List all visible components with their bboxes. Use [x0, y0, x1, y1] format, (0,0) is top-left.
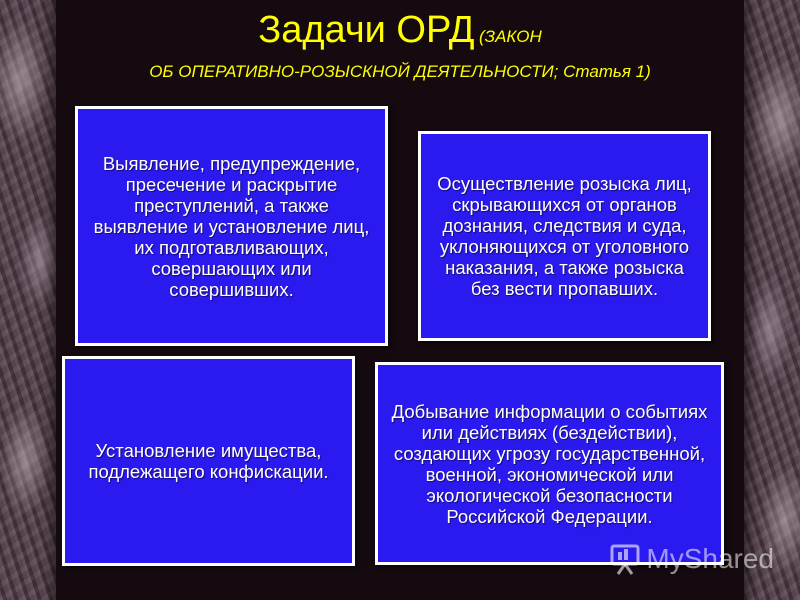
- watermark-text: MyShared: [646, 543, 774, 574]
- law-reference: ОБ ОПЕРАТИВНО-РОЗЫСКНОЙ ДЕЯТЕЛЬНОСТИ; Статья 1): [149, 62, 651, 81]
- task-text: Установление имущества, подлежащего конфискации.: [88, 440, 329, 482]
- task-text: Добывание информации о событиях или действиях (бездействии), создающих угрозу государственной, военной, экономической или экологической безопасности Российской Федерации.: [391, 400, 708, 527]
- task-text: Выявление, предупреждение, пресечение и раскрытие преступлений, а также выявление и установление лиц, их подготавливающих, совершающих или совершивших.: [93, 152, 370, 300]
- task-box-detection: [75, 106, 388, 346]
- watermark: [610, 542, 774, 576]
- task-box-search: [418, 131, 711, 341]
- task-box-confiscation: [62, 356, 355, 566]
- slide-title: Задачи ОРД: [258, 9, 475, 51]
- task-text: Осуществление розыска лиц, скрывающихся от органов дознания, следствия и суда, уклоняющихся от уголовного наказания, а также розыска без вести пропавших.: [437, 173, 692, 299]
- title-line: [56, 8, 744, 60]
- law-reference-start: (ЗАКОН: [478, 27, 542, 46]
- task-box-information: [375, 362, 724, 565]
- slide-header: [56, 0, 744, 82]
- presentation-icon: [610, 542, 640, 576]
